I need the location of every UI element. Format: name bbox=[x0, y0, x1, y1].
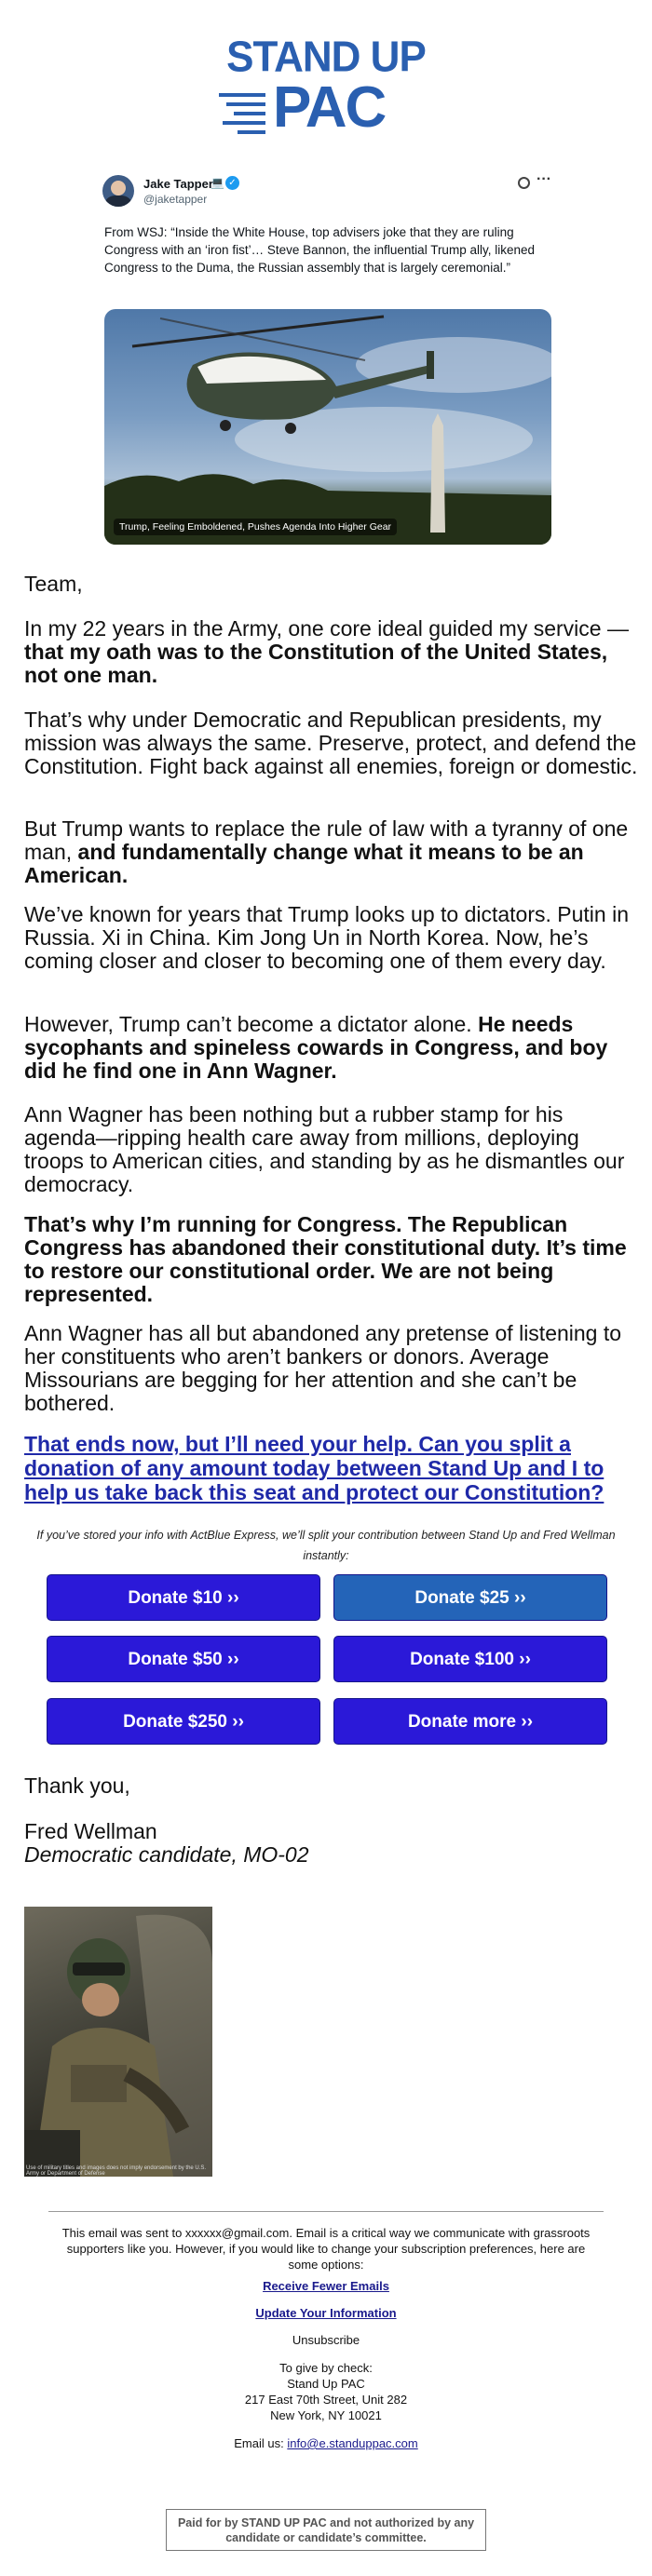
paragraph-army-bold: that my oath was to the Constitution of the United States, not one man. bbox=[24, 640, 608, 687]
paragraph-sycophants bbox=[24, 1013, 639, 1083]
candidate-photo bbox=[24, 1907, 212, 2177]
update-your-information-link[interactable]: Update Your Information bbox=[255, 2306, 397, 2320]
email-label: Email us: bbox=[234, 2436, 288, 2450]
paragraph-running: That’s why I’m running for Congress. The Republican Congress has abandoned their constitutional duty. It’s time to restore our constitutional order. We are not being represented. bbox=[24, 1212, 627, 1306]
media-caption: Trump, Feeling Emboldened, Pushes Agenda Into Higher Gear bbox=[114, 519, 397, 535]
paragraph-tyranny bbox=[24, 817, 639, 887]
paragraph-army bbox=[24, 617, 639, 687]
more-options-icon[interactable]: ··· bbox=[537, 171, 551, 187]
logo-stripe bbox=[226, 102, 265, 106]
paid-for-disclaimer: Paid for by STAND UP PAC and not authorized by any candidate or candidate’s committee. bbox=[166, 2509, 486, 2551]
footer-fewer-emails bbox=[56, 2278, 596, 2294]
logo-stripe bbox=[223, 121, 265, 125]
stand-up-pac-logo bbox=[0, 33, 652, 140]
tweet-text: From WSJ: “Inside the White House, top advisers joke that they are ruling Congress with an ‘iron fist’… Steve Bannon, the influential Trump ally, likened Congress to the Duma, the Russian assembly that is largely ceremonial.” bbox=[104, 225, 535, 275]
tweet-author-name[interactable]: Jake Tapper bbox=[143, 177, 213, 191]
paragraph-tyranny-text: But Trump wants to replace the rule of law with a tyranny of one man, bbox=[24, 816, 629, 864]
logo-mark bbox=[219, 75, 433, 140]
donate-more-button[interactable]: Donate more ›› bbox=[333, 1698, 607, 1745]
donation-cta-link[interactable]: That ends now, but I’ll need your help. Can you split a donation of any amount today between Stand Up and I to help us take back this seat and protect our Constitution? bbox=[24, 1432, 604, 1504]
grok-icon[interactable] bbox=[518, 177, 530, 189]
paragraph-sycophants-bold: He needs sycophants and spineless cowards in Congress, and boy did he find one in Ann Wagner. bbox=[24, 1012, 608, 1083]
greeting: Team, bbox=[24, 572, 83, 596]
footer-update-info bbox=[56, 2305, 596, 2321]
footer-email-line bbox=[56, 2435, 596, 2451]
paragraph-dictators: We’ve known for years that Trump looks up to dictators. Putin in Russia. Xi in China. Kim Jong Un in North Korea. Now, he’s coming closer and closer to becoming one of them every day. bbox=[24, 902, 629, 973]
paragraph-constituents: Ann Wagner has all but abandoned any pretense of listening to her constituents who aren’t bankers or donors. Average Missourians are begging for her attention and she can’t be bothered. bbox=[24, 1321, 622, 1415]
photo-disclaimer-caption: Use of military titles and images does not imply endorsement by the U.S. Army or Department of Defense bbox=[26, 2165, 207, 2177]
donate-25-button[interactable]: Donate $25 ›› bbox=[333, 1574, 607, 1621]
signoff-thanks: Thank you, bbox=[24, 1774, 130, 1798]
signoff-name: Fred Wellman bbox=[24, 1819, 157, 1843]
check-label: To give by check: bbox=[279, 2361, 373, 2375]
paragraph-army-text: In my 22 years in the Army, one core ideal guided my service — bbox=[24, 616, 629, 641]
helicopter-photo bbox=[104, 309, 551, 545]
donate-250-button[interactable]: Donate $250 ›› bbox=[47, 1698, 320, 1745]
logo-stripe bbox=[238, 130, 265, 134]
tweet-media-image[interactable] bbox=[104, 309, 551, 545]
paragraph-sycophants-text: However, Trump can’t become a dictator alone. bbox=[24, 1012, 479, 1036]
tweet-author-handle[interactable]: @jaketapper bbox=[143, 193, 208, 206]
logo-stripe bbox=[234, 112, 265, 115]
actblue-express-note: If you’ve stored your info with ActBlue Express, we’ll split your contribution between Stand Up and Fred Wellman instantly: bbox=[36, 1529, 616, 1562]
logo-line1: STAND UP bbox=[226, 33, 426, 82]
contact-email-link[interactable]: info@e.standuppac.com bbox=[287, 2436, 418, 2450]
computer-icon: 💻 bbox=[211, 176, 224, 189]
logo-line2: PAC bbox=[273, 75, 386, 140]
check-address-line1: 217 East 70th Street, Unit 282 bbox=[244, 2393, 408, 2407]
donate-50-button[interactable]: Donate $50 ›› bbox=[47, 1636, 320, 1682]
check-address-line2: New York, NY 10021 bbox=[270, 2408, 382, 2422]
avatar[interactable] bbox=[102, 175, 134, 207]
verified-badge-icon: ✓ bbox=[225, 176, 239, 190]
logo-stripe bbox=[219, 93, 265, 97]
donate-100-button[interactable]: Donate $100 ›› bbox=[333, 1636, 607, 1682]
pilot-illustration bbox=[24, 1907, 212, 2177]
footer-sent-notice: This email was sent to xxxxxx@gmail.com. Email is a critical way we communicate with grassroots supporters like you. However, if you would like to change your subscription preferences, here are some options: bbox=[61, 2226, 591, 2272]
receive-fewer-emails-link[interactable]: Receive Fewer Emails bbox=[263, 2279, 389, 2293]
footer-divider bbox=[48, 2211, 604, 2212]
paragraph-tyranny-bold: and fundamentally change what it means to be an American. bbox=[24, 840, 584, 887]
signoff-title: Democratic candidate, MO-02 bbox=[24, 1842, 309, 1867]
paragraph-mission: That’s why under Democratic and Republican presidents, my mission was always the same. Preserve, protect, and defend the Constitution. Fight back against all enemies, foreign or domestic. bbox=[24, 708, 638, 778]
unsubscribe-link[interactable]: Unsubscribe bbox=[292, 2333, 360, 2347]
check-org: Stand Up PAC bbox=[287, 2377, 365, 2391]
paragraph-wagner: Ann Wagner has been nothing but a rubber stamp for his agenda—ripping health care away from millions, deploying troops to American cities, and standing by as he dismantles our democracy. bbox=[24, 1102, 625, 1196]
donate-10-button[interactable]: Donate $10 ›› bbox=[47, 1574, 320, 1621]
